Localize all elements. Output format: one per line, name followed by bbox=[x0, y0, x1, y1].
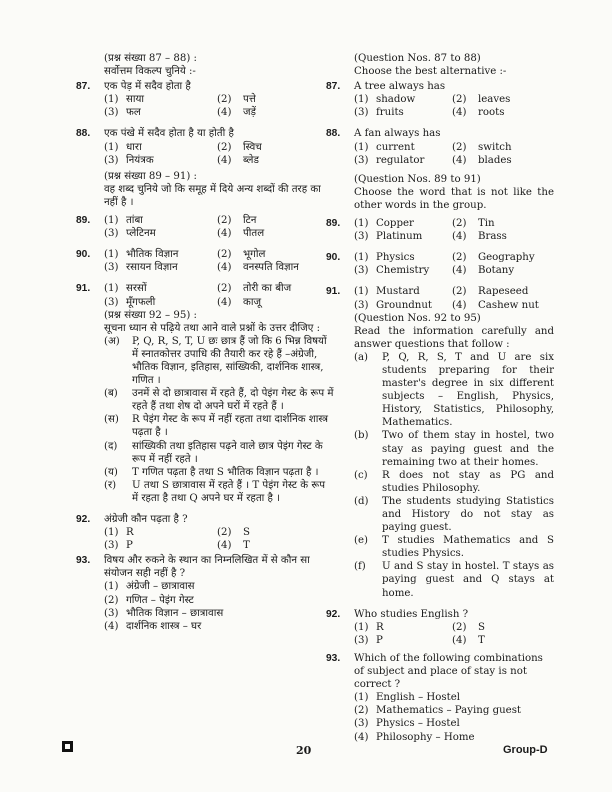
info-statement: (र) U तथा S छात्रावास में रहते हैं । T पेइंग गेस्ट के रूप में रहता है तथा Q अपने घर में रहता है । bbox=[104, 479, 326, 504]
info-statement: (e) T studies Mathematics and S studies Physics. bbox=[354, 535, 554, 560]
options-grid bbox=[104, 93, 334, 119]
option-text: leaves bbox=[478, 94, 511, 106]
section-instruction: सर्वोत्तम विकल्प चुनिये :- bbox=[104, 66, 196, 78]
option-number: (2) bbox=[452, 218, 467, 230]
option-text: R bbox=[376, 621, 384, 633]
question bbox=[76, 80, 334, 93]
section-heading: (Question Nos. 89 to 91) bbox=[354, 173, 481, 185]
option-text: तोरी का बीज bbox=[243, 283, 292, 295]
option-text: blades bbox=[478, 154, 512, 166]
option-number: (2) bbox=[452, 252, 467, 264]
option-number: (2) bbox=[452, 621, 467, 633]
option-number: (4) bbox=[354, 731, 369, 743]
option-number: (4) bbox=[217, 154, 232, 166]
option-number: (1) bbox=[104, 94, 119, 106]
option-number: (2) bbox=[354, 705, 369, 717]
option-number: (3) bbox=[354, 231, 369, 243]
english-column bbox=[326, 52, 554, 744]
option-text: roots bbox=[478, 107, 505, 119]
option-text: काजू bbox=[243, 296, 262, 308]
option-text: पीतल bbox=[243, 228, 265, 240]
option-text: Physics – Hostel bbox=[376, 718, 460, 730]
option-number: (1) bbox=[354, 621, 369, 633]
option-number: (4) bbox=[452, 299, 467, 311]
question bbox=[326, 127, 554, 140]
option-text: धारा bbox=[126, 141, 142, 153]
option-text: Cashew nut bbox=[478, 299, 539, 311]
option-number: (3) bbox=[354, 107, 369, 119]
option-text: P bbox=[376, 634, 383, 646]
option-number: (2) bbox=[217, 283, 232, 295]
option-text: fruits bbox=[376, 107, 404, 119]
info-statement: (स) R पेइंग गेस्ट के रूप में नहीं रहता तथा दार्शनिक शास्त्र पढ़ता है । bbox=[104, 414, 328, 439]
question bbox=[326, 217, 554, 243]
option-number: (3) bbox=[104, 262, 119, 274]
option-number: (3) bbox=[104, 107, 119, 119]
section-heading: (Question Nos. 87 to 88) bbox=[354, 53, 481, 64]
options-grid bbox=[104, 282, 334, 308]
question-number: 87. bbox=[76, 81, 91, 93]
option-number: (1) bbox=[354, 286, 369, 298]
question bbox=[326, 608, 554, 621]
options-grid bbox=[354, 93, 554, 119]
question-text: एक पेड़ में सदैव होता है bbox=[104, 81, 191, 93]
section-heading: (प्रश्न संख्या 92 – 95) : bbox=[104, 309, 197, 321]
option-text: Rapeseed bbox=[478, 286, 529, 298]
question-number: 87. bbox=[326, 81, 341, 93]
question-number: 91. bbox=[76, 283, 91, 295]
option-number: (2) bbox=[217, 215, 232, 227]
option-text: भौतिक विज्ञान bbox=[126, 249, 179, 261]
options-list bbox=[354, 691, 554, 743]
option-text: T bbox=[478, 634, 485, 646]
option-text: टिन bbox=[243, 215, 257, 227]
option-text: T bbox=[243, 540, 250, 552]
option-text: Platinum bbox=[376, 231, 423, 243]
option-number: (4) bbox=[104, 620, 119, 632]
question-text: एक पंखे में सदैव होता है या होती है bbox=[104, 128, 234, 140]
question-text: अंग्रेजी कौन पढ़ता है ? bbox=[104, 514, 188, 525]
option-number: (3) bbox=[354, 299, 369, 311]
option-number: (2) bbox=[452, 286, 467, 298]
option-text: रसायन विज्ञान bbox=[126, 262, 178, 274]
option-text: Physics bbox=[376, 252, 415, 264]
option-number: (1) bbox=[354, 252, 369, 264]
info-statement: (f) U and S stay in hostel. T stays as paying guest and Q stays at home. bbox=[354, 561, 554, 599]
option-number: (1) bbox=[104, 249, 119, 261]
option-number: (1) bbox=[354, 692, 369, 704]
question bbox=[326, 251, 554, 277]
option-text: S bbox=[478, 621, 485, 633]
question bbox=[326, 285, 554, 311]
section-heading: (प्रश्न संख्या 87 – 88) : bbox=[104, 53, 197, 64]
option-number: (1) bbox=[104, 527, 119, 539]
option-text: दार्शनिक शास्त्र – घर bbox=[126, 620, 202, 632]
question-text: Which of the following combinations of subject and place of stay is not correct ? bbox=[354, 652, 543, 691]
options-grid bbox=[104, 214, 334, 240]
section-instruction: Choose the best alternative :- bbox=[354, 66, 507, 78]
info-statement: (b) Two of them stay in hostel, two stay as paying guest and the remaining two at their homes. bbox=[354, 430, 554, 468]
section-instruction: वह शब्द चुनिये जो कि समूह में दिये अन्य शब्दों की तरह का नहीं है । bbox=[104, 183, 321, 208]
option-number: (3) bbox=[354, 634, 369, 646]
question bbox=[76, 127, 334, 140]
question bbox=[76, 282, 334, 308]
question-number: 92. bbox=[326, 608, 341, 620]
option-number: (4) bbox=[452, 107, 467, 119]
option-number: (3) bbox=[354, 154, 369, 166]
options-list bbox=[104, 580, 334, 632]
info-statement: (द) सांख्यिकी तथा इतिहास पढ़ने वाले छात्र पेइंग गेस्ट के रूप में नहीं रहते । bbox=[104, 440, 323, 465]
option-text: current bbox=[376, 141, 415, 153]
option-text: स्विच bbox=[243, 141, 262, 153]
option-number: (2) bbox=[452, 94, 467, 106]
option-number: (3) bbox=[104, 228, 119, 240]
option-number: (1) bbox=[104, 141, 119, 153]
options-grid bbox=[354, 141, 554, 167]
section-heading: (Question Nos. 92 to 95) bbox=[354, 312, 481, 324]
option-number: (2) bbox=[217, 527, 232, 539]
option-text: साया bbox=[126, 94, 145, 106]
hindi-column bbox=[76, 52, 334, 633]
section-heading: (प्रश्न संख्या 89 – 91) : bbox=[104, 170, 197, 182]
option-text: भौतिक विज्ञान – छात्रावास bbox=[126, 607, 224, 619]
option-number: (4) bbox=[217, 540, 232, 552]
question-text: A tree always has bbox=[354, 81, 446, 93]
option-number: (2) bbox=[217, 249, 232, 261]
section-instruction: Choose the word that is not like the other words in the group. bbox=[354, 186, 554, 211]
options-grid bbox=[104, 141, 334, 167]
option-text: वनस्पति विज्ञान bbox=[243, 262, 299, 274]
option-number: (1) bbox=[104, 215, 119, 227]
option-text: regulator bbox=[376, 154, 425, 166]
option-number: (2) bbox=[217, 141, 232, 153]
question-text: विषय और रुकने के स्थान का निम्नलिखित में से कौन सा संयोजन सही नहीं है ? bbox=[104, 555, 310, 580]
option-number: (4) bbox=[217, 296, 232, 308]
options-grid bbox=[354, 285, 554, 311]
group-label: Group-D bbox=[503, 744, 548, 756]
option-text: जड़ें bbox=[243, 107, 257, 119]
option-text: तांबा bbox=[126, 215, 143, 227]
info-statement: (य) T गणित पढ़ता है तथा S भौतिक विज्ञान पढ़ता है । bbox=[104, 466, 319, 478]
option-text: Chemistry bbox=[376, 265, 430, 277]
info-statement: (c) R does not stay as PG and studies Philosophy. bbox=[354, 469, 554, 494]
option-text: English – Hostel bbox=[376, 692, 461, 704]
question-text: Who studies English ? bbox=[354, 608, 469, 620]
options-grid bbox=[104, 526, 334, 552]
question-number: 89. bbox=[76, 215, 91, 227]
question-number: 90. bbox=[326, 252, 341, 264]
option-number: (1) bbox=[354, 218, 369, 230]
info-statement: (अ) P, Q, R, S, T, U छः छात्र हैं जो कि 6 भिन्न विषयों में स्नातकोत्तर उपाधि की तैयारी कर रहे हैं –अंग्रेजी, भौतिक विज्ञान, इतिहास, सांख्यिकी, दार्शनिक शास्त्र, गणित । bbox=[104, 335, 327, 387]
option-text: Philosophy – Home bbox=[376, 731, 475, 743]
option-text: Brass bbox=[478, 231, 507, 243]
option-number: (1) bbox=[104, 581, 119, 593]
option-text: ब्लेड bbox=[243, 154, 259, 166]
option-number: (4) bbox=[452, 231, 467, 243]
option-number: (3) bbox=[354, 718, 369, 730]
option-text: switch bbox=[478, 141, 512, 153]
option-number: (4) bbox=[217, 107, 232, 119]
option-number: (4) bbox=[217, 262, 232, 274]
option-number: (4) bbox=[217, 228, 232, 240]
option-text: प्लेटिनम bbox=[126, 228, 156, 240]
question bbox=[326, 652, 554, 691]
question-number: 91. bbox=[326, 286, 341, 298]
option-number: (1) bbox=[104, 283, 119, 295]
option-text: P bbox=[126, 540, 133, 552]
question-number: 93. bbox=[76, 555, 91, 567]
option-number: (3) bbox=[104, 607, 119, 619]
option-text: Groundnut bbox=[376, 299, 433, 311]
option-text: Tin bbox=[478, 218, 495, 230]
page-number: 20 bbox=[296, 744, 312, 757]
question bbox=[76, 248, 334, 274]
options-grid bbox=[354, 621, 554, 647]
option-text: Botany bbox=[478, 265, 515, 277]
question-number: 89. bbox=[326, 218, 341, 230]
option-number: (3) bbox=[104, 540, 119, 552]
option-text: फल bbox=[126, 107, 141, 119]
question bbox=[76, 214, 334, 240]
option-number: (3) bbox=[354, 265, 369, 277]
info-statement: (ब) उनमें से दो छात्रावास में रहते हैं, दो पेइंग गेस्ट के रूप में रहते हैं तथा शेष दो अपने घरों में रहते हैं । bbox=[104, 388, 334, 413]
option-number: (4) bbox=[452, 265, 467, 277]
question bbox=[76, 554, 334, 580]
section-instruction: सूचना ध्यान से पढ़िये तथा आने वाले प्रश्नों के उत्तर दीजिए : bbox=[104, 322, 321, 334]
option-text: अंग्रेजी – छात्रावास bbox=[126, 581, 195, 593]
section-instruction: Read the information carefully and answer questions that follow : bbox=[354, 325, 554, 350]
question-number: 92. bbox=[76, 514, 91, 525]
question-number: 93. bbox=[326, 652, 341, 664]
option-number: (3) bbox=[104, 296, 119, 308]
option-text: R bbox=[126, 527, 134, 539]
option-text: भूगोल bbox=[243, 249, 266, 261]
question-number: 90. bbox=[76, 249, 91, 261]
options-grid bbox=[354, 217, 554, 243]
option-number: (2) bbox=[452, 141, 467, 153]
info-statement: (d) The students studying Statistics and History do not stay as paying guest. bbox=[354, 495, 554, 534]
option-text: shadow bbox=[376, 94, 416, 106]
option-text: Geography bbox=[478, 252, 535, 264]
option-text: Copper bbox=[376, 218, 414, 230]
options-grid bbox=[354, 251, 554, 277]
option-text: मूँगफली bbox=[126, 296, 156, 308]
option-number: (1) bbox=[354, 94, 369, 106]
option-text: गणित – पेइंग गेस्ट bbox=[126, 594, 194, 606]
question bbox=[76, 513, 334, 526]
option-text: पत्ते bbox=[243, 94, 256, 106]
option-number: (2) bbox=[217, 94, 232, 106]
registration-mark-icon bbox=[62, 741, 73, 752]
option-text: Mathematics – Paying guest bbox=[376, 705, 522, 717]
info-statement: (a) P, Q, R, S, T and U are six students preparing for their master's degree in six different subjects – English, Physics, History, Statistics, Philosophy, Mathematics. bbox=[354, 351, 554, 429]
question-number: 88. bbox=[326, 128, 341, 140]
option-text: S bbox=[243, 527, 250, 539]
option-number: (2) bbox=[104, 594, 119, 606]
question bbox=[326, 80, 554, 93]
option-text: सरसों bbox=[126, 283, 147, 295]
option-number: (3) bbox=[104, 154, 119, 166]
option-text: नियंत्रक bbox=[126, 154, 154, 166]
option-number: (4) bbox=[452, 154, 467, 166]
option-text: Mustard bbox=[376, 286, 420, 298]
options-grid bbox=[104, 248, 334, 274]
option-number: (4) bbox=[452, 634, 467, 646]
question-number: 88. bbox=[76, 128, 91, 140]
option-number: (1) bbox=[354, 141, 369, 153]
question-text: A fan always has bbox=[354, 128, 441, 140]
